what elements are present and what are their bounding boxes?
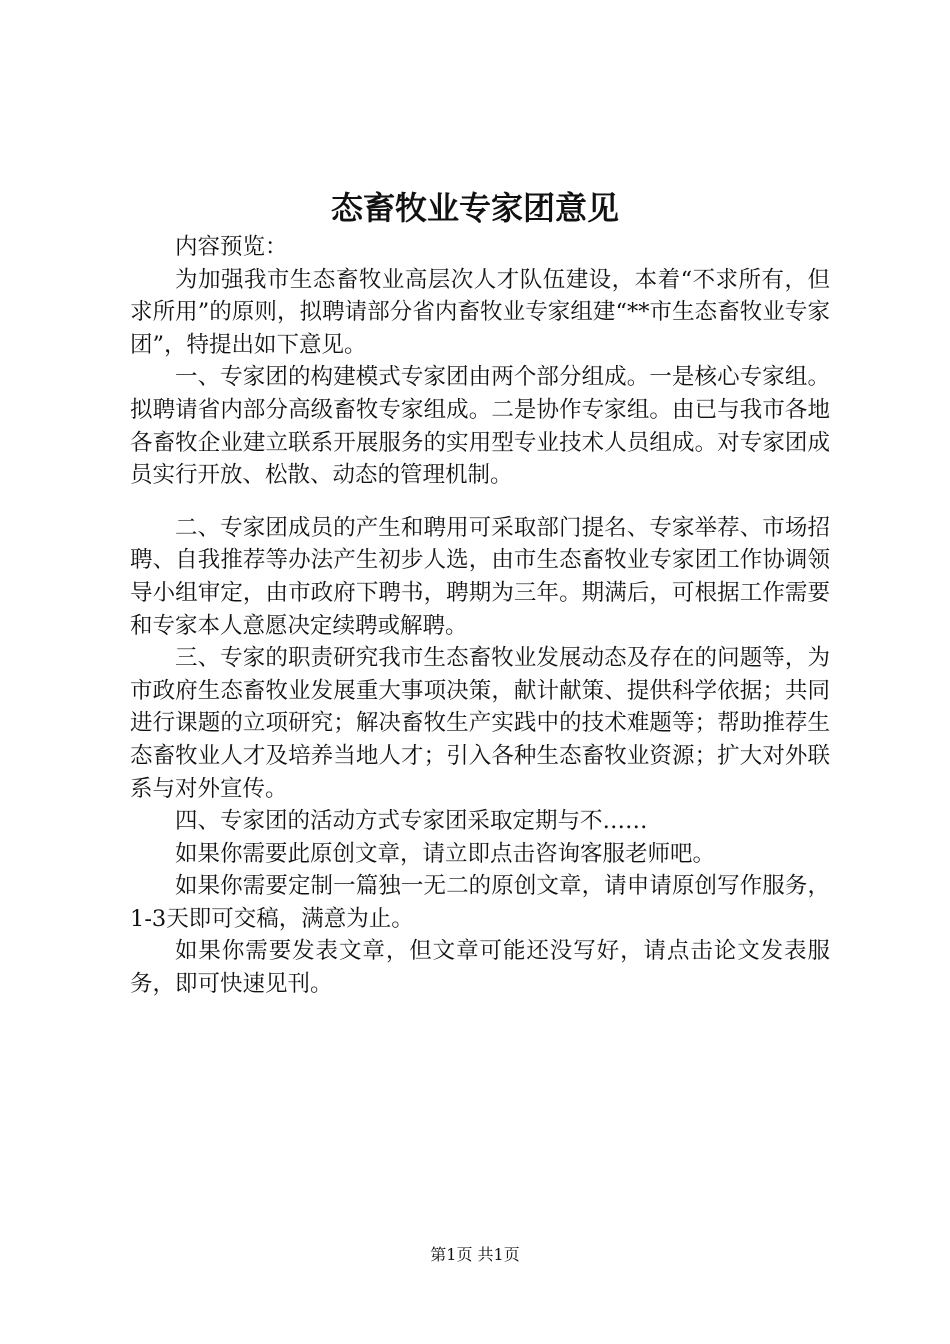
document-title: 态畜牧业专家团意见 [330, 189, 619, 227]
document-body [130, 231, 830, 1001]
section-three-paragraph: 三、专家的职责研究我市生态畜牧业发展动态及存在的问题等，为市政府生态畜牧业发展重大事项决策，献计献策、提供科学依据；共同进行课题的立项研究；解决畜牧生产实践中的技术难题等；帮助推荐生态畜牧业人才及培养当地人才；引入各种生态畜牧业资源；扩大对外联系与对外宣传。 [130, 645, 830, 802]
consult-link-paragraph: 如果你需要此原创文章，请立即点击咨询客服老师吧。 [175, 840, 716, 867]
publish-service-paragraph: 如果你需要发表文章，但文章可能还没写好，请点击论文发表服务，即可快速见刊。 [130, 938, 830, 998]
intro-paragraph: 为加强我市生态畜牧业高层次人才队伍建设，本着“不求所有，但求所用”的原则，拟聘请部分省内畜牧业专家组建“**市生态畜牧业专家团”，特提出如下意见。 [130, 266, 830, 358]
section-two-paragraph: 二、专家团成员的产生和聘用可采取部门提名、专家举荐、市场招聘、自我推荐等办法产生初步人选，由市生态畜牧业专家团工作协调领导小组审定，由市政府下聘书，聘期为三年。期满后，可根据工作需要和专家本人意愿决定续聘或解聘。 [130, 514, 830, 639]
section-one-paragraph: 一、专家团的构建模式专家团由两个部分组成。一是核心专家组。拟聘请省内部分高级畜牧专家组成。二是协作专家组。由已与我市各地各畜牧企业建立联系开展服务的实用型专业技术人员组成。对专家团成员实行开放、松散、动态的管理机制。 [130, 364, 830, 489]
preview-label: 内容预览： [175, 234, 288, 260]
section-four-paragraph: 四、专家团的活动方式专家团采取定期与不…… [175, 808, 648, 835]
page-footer: 第1页 共1页 [430, 1245, 520, 1264]
custom-writing-paragraph: 如果你需要定制一篇独一无二的原创文章，请申请原创写作服务，1-3天即可交稿，满意为止。 [130, 873, 830, 932]
